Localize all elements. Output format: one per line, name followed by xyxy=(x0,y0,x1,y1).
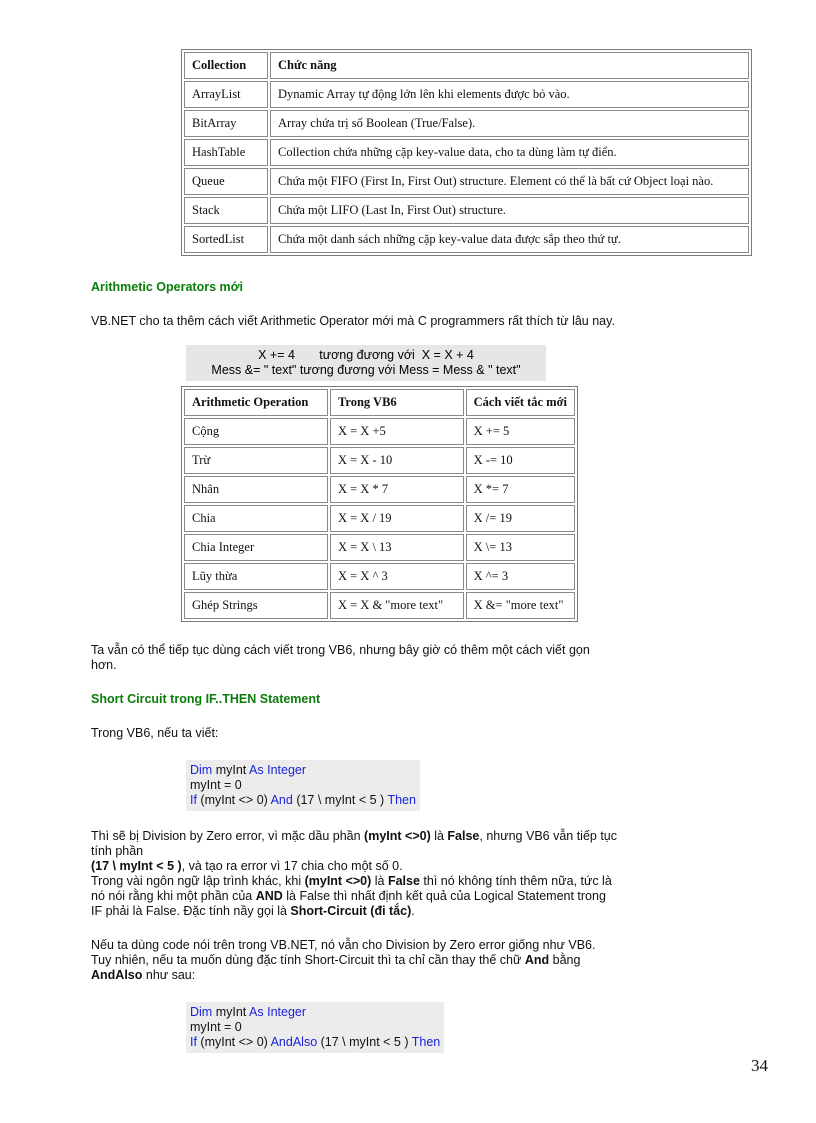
table-cell: X \= 13 xyxy=(466,534,575,561)
table-cell: X = X - 10 xyxy=(330,447,464,474)
section-heading-arithmetic: Arithmetic Operators mới xyxy=(91,280,243,294)
text: IF phải là False. Đặc tính nầy gọi là xyxy=(91,904,291,918)
table-row xyxy=(184,81,749,108)
table-cell: X = X ^ 3 xyxy=(330,563,464,590)
table-cell: X /= 19 xyxy=(466,505,575,532)
text: Trong vài ngôn ngữ lập trình khác, khi xyxy=(91,874,305,888)
table-cell: X -= 10 xyxy=(466,447,575,474)
code-text: (17 \ myInt < 5 ) xyxy=(292,793,388,807)
paragraph-line xyxy=(91,953,595,968)
code-text: myInt xyxy=(212,1005,250,1019)
table-row xyxy=(184,534,575,561)
code-line xyxy=(190,793,416,808)
code-keyword: As Integer xyxy=(249,1005,307,1019)
table-row xyxy=(184,592,575,619)
table-cell: Chia xyxy=(184,505,328,532)
bold-text: (17 \ myInt < 5 ) xyxy=(91,859,182,873)
code-line xyxy=(190,763,416,778)
table-cell: Dynamic Array tự động lớn lên khi elements được bỏ vào. xyxy=(270,81,749,108)
table-cell: Collection chứa những cặp key-value data, cho ta dùng làm tự điển. xyxy=(270,139,749,166)
paragraph-after-table xyxy=(91,643,590,673)
paragraph-text: VB.NET cho ta thêm cách viết Arithmetic Operator mới mà C programmers rất thích từ lâu nay. xyxy=(91,314,615,328)
table-cell: ArrayList xyxy=(184,81,268,108)
table-cell: SortedList xyxy=(184,226,268,253)
paragraph-vbnet xyxy=(91,938,595,983)
bold-text: (myInt <>0) xyxy=(364,829,431,843)
table-cell: Chứa một LIFO (Last In, First Out) structure. xyxy=(270,197,749,224)
table-row xyxy=(184,197,749,224)
table-cell: Array chứa trị số Boolean (True/False). xyxy=(270,110,749,137)
table-header-row xyxy=(184,389,575,416)
paragraph-explanation xyxy=(91,829,617,919)
code-text: (myInt <> 0) xyxy=(196,793,271,807)
table-cell: X = X +5 xyxy=(330,418,464,445)
table-cell: X *= 7 xyxy=(466,476,575,503)
text: như sau: xyxy=(142,968,196,982)
example-line: Mess &= " text" tương đương với Mess = Mess & " text" xyxy=(211,363,521,377)
text: nó nói rằng khi một phần của xyxy=(91,889,256,903)
table-cell: Chứa một FIFO (First In, First Out) structure. Element có thể là bất cứ Object loại nào. xyxy=(270,168,749,195)
paragraph-intro xyxy=(91,314,615,329)
bold-text: AndAlso xyxy=(91,968,143,982)
text: bằng xyxy=(549,953,581,967)
text: thì nó không tính thêm nữa, tức là xyxy=(419,874,612,888)
code-line: myInt = 0 xyxy=(190,1020,242,1034)
code-keyword: Then xyxy=(411,1035,441,1049)
bold-text: (myInt <>0) xyxy=(304,874,372,888)
paragraph-line: tính phần xyxy=(91,844,144,858)
text: là xyxy=(371,874,388,888)
text: , và tạo ra error vì 17 chia cho một số 0. xyxy=(181,859,403,873)
table-row xyxy=(184,505,575,532)
text: là False thì nhất định kết quả của Logical Statement trong xyxy=(282,889,606,903)
table-cell: X ^= 3 xyxy=(466,563,575,590)
table-header-cell: Arithmetic Operation xyxy=(184,389,328,416)
arithmetic-table xyxy=(181,386,578,622)
text: Tuy nhiên, nếu ta muốn dùng đặc tính Short-Circuit thì ta chỉ cần thay thế chữ xyxy=(91,953,525,967)
code-keyword: Dim xyxy=(190,1005,213,1019)
table-cell: X = X / 19 xyxy=(330,505,464,532)
table-row xyxy=(184,563,575,590)
code-keyword: AndAlso xyxy=(270,1035,318,1049)
table-row xyxy=(184,110,749,137)
bold-text: False xyxy=(387,874,420,888)
table-cell: Trừ xyxy=(184,447,328,474)
table-row xyxy=(184,168,749,195)
table-header-cell: Trong VB6 xyxy=(330,389,464,416)
table-header-row xyxy=(184,52,749,79)
code-text: (myInt <> 0) xyxy=(196,1035,271,1049)
table-cell: HashTable xyxy=(184,139,268,166)
paragraph-line: hơn. xyxy=(91,658,117,672)
code-text: myInt xyxy=(212,763,250,777)
paragraph-line xyxy=(91,829,617,844)
bold-text: AND xyxy=(255,889,283,903)
table-cell: Ghép Strings xyxy=(184,592,328,619)
text: Thì sẽ bị Division by Zero error, vì mặc dầu phần xyxy=(91,829,365,843)
example-box xyxy=(186,345,546,381)
table-cell: X = X & "more text" xyxy=(330,592,464,619)
table-header-cell: Collection xyxy=(184,52,268,79)
code-line: myInt = 0 xyxy=(190,778,242,792)
paragraph-line xyxy=(91,859,617,874)
table-cell: X = X * 7 xyxy=(330,476,464,503)
code-keyword: Dim xyxy=(190,763,213,777)
table-cell: Chứa một danh sách những cặp key-value data được sắp theo thứ tự. xyxy=(270,226,749,253)
bold-text: False xyxy=(447,829,480,843)
table-row xyxy=(184,418,575,445)
table-header-cell: Chức năng xyxy=(270,52,749,79)
table-row xyxy=(184,476,575,503)
code-block-1 xyxy=(186,760,420,811)
paragraph-line xyxy=(91,968,595,983)
table-cell: X = X \ 13 xyxy=(330,534,464,561)
table-header-cell: Cách viết tắc mới xyxy=(466,389,575,416)
bold-text: Short-Circuit (đi tắc) xyxy=(290,904,412,918)
paragraph-text: Trong VB6, nếu ta viết: xyxy=(91,726,219,740)
paragraph-line: Ta vẫn có thể tiếp tục dùng cách viết trong VB6, nhưng bây giờ có thêm một cách viết gọn xyxy=(91,643,590,657)
code-keyword: As Integer xyxy=(249,763,307,777)
paragraph-line xyxy=(91,874,617,889)
code-keyword: Then xyxy=(387,793,416,807)
code-block-2 xyxy=(186,1002,444,1053)
table-row xyxy=(184,139,749,166)
table-cell: Queue xyxy=(184,168,268,195)
code-text: (17 \ myInt < 5 ) xyxy=(317,1035,412,1049)
text: . xyxy=(411,904,415,918)
table-cell: Lũy thừa xyxy=(184,563,328,590)
page-number: 34 xyxy=(751,1056,768,1075)
paragraph-line xyxy=(91,889,617,904)
code-line xyxy=(190,1005,440,1020)
paragraph-intro-2 xyxy=(91,726,218,741)
table-cell: Cộng xyxy=(184,418,328,445)
code-keyword: If xyxy=(190,793,197,807)
table-cell: X += 5 xyxy=(466,418,575,445)
bold-text: And xyxy=(524,953,550,967)
example-line: X += 4 tương đương với X = X + 4 xyxy=(258,348,474,362)
code-keyword: If xyxy=(190,1035,197,1049)
section-heading-short-circuit: Short Circuit trong IF..THEN Statement xyxy=(91,692,321,706)
code-keyword: And xyxy=(270,793,293,807)
table-row xyxy=(184,226,749,253)
table-cell: Nhân xyxy=(184,476,328,503)
paragraph-line: Nếu ta dùng code nói trên trong VB.NET, nó vẫn cho Division by Zero error giống như VB6. xyxy=(91,938,596,952)
collections-table xyxy=(181,49,752,256)
paragraph-line xyxy=(91,904,617,919)
code-line xyxy=(190,1035,440,1050)
table-cell: X &= "more text" xyxy=(466,592,575,619)
text: là xyxy=(430,829,448,843)
table-cell: BitArray xyxy=(184,110,268,137)
table-cell: Stack xyxy=(184,197,268,224)
table-row xyxy=(184,447,575,474)
text: , nhưng VB6 vẫn tiếp tục xyxy=(479,829,618,843)
table-cell: Chia Integer xyxy=(184,534,328,561)
